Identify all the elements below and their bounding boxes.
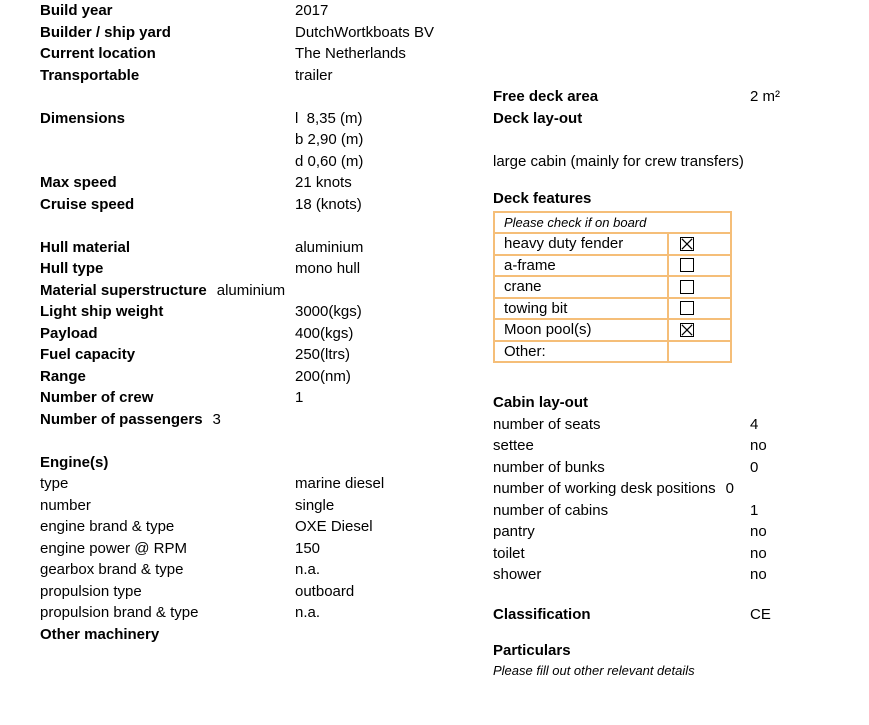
spec-label: Cruise speed [40,195,135,213]
cabin-label: number of working desk positions [493,480,716,497]
feature-check-cell [667,256,730,276]
free-deck-area-value: 2 m² [750,88,780,105]
table-header-label: Please check if on board [504,214,647,230]
spec-value: 250(ltrs) [295,346,351,363]
spec-value: n.a. [295,561,321,578]
feature-label: Other: [504,342,546,360]
spec-value: l 8,35 (m) [295,109,363,127]
cabin-label: settee [493,437,534,454]
section-heading-deck-layout: Deck lay-out [493,109,583,127]
spec-row [493,86,843,108]
spec-value: 400(kgs) [295,324,354,342]
feature-label: towing bit [504,299,568,317]
spec-label: Hull material [40,238,131,256]
spec-label: Transportable [40,66,140,84]
spec-label: gearbox brand & type [40,561,184,578]
spec-row [40,602,488,624]
spec-row [40,495,488,517]
free-deck-area-label: Free deck area [493,88,599,105]
cabin-value: 0 [750,458,759,476]
spec-row [40,65,488,87]
feature-row [495,254,730,276]
section-heading-cabin-layout: Cabin lay-out [493,394,589,411]
cabin-label: number of bunks [493,458,605,476]
spec-row [40,366,488,388]
feature-check-cell [667,234,730,254]
cabin-label: shower [493,566,542,583]
section-heading-particulars: Particulars [493,642,571,659]
spec-label: type [40,475,69,492]
cabin-row [493,478,843,500]
section-heading-deck-features: Deck features [493,190,592,207]
cabin-row [493,564,843,586]
spec-value: 3 [212,410,221,428]
spec-value: 200(nm) [295,367,351,385]
feature-check-cell [667,342,730,362]
cabin-row [493,457,843,479]
spec-row [40,172,488,194]
spec-label: Light ship weight [40,303,164,320]
spec-value: outboard [295,582,355,600]
cabin-value: no [750,523,767,540]
spec-row [40,473,488,495]
cabin-row [493,414,843,436]
spec-value: 3000(kgs) [295,303,362,320]
spec-row [40,516,488,538]
checkbox-icon[interactable] [680,237,694,251]
spec-row [40,323,488,345]
spec-row [40,258,488,280]
spec-row [40,559,488,581]
spec-row [40,344,488,366]
feature-row [495,275,730,297]
cabin-row [493,435,843,457]
feature-row [495,297,730,319]
classification-value: CE [750,605,771,623]
spec-value: 21 knots [295,174,352,191]
feature-label: heavy duty fender [504,235,624,252]
spec-label: engine brand & type [40,518,175,535]
cabin-row [493,521,843,543]
deck-layout-note: large cabin (mainly for crew transfers) [493,152,744,170]
spec-label: Payload [40,324,98,342]
spec-label: Hull type [40,260,104,277]
spec-value: The Netherlands [295,45,406,62]
spec-label: engine power @ RPM [40,539,187,557]
cabin-value: no [750,437,767,454]
spec-value: trailer [295,66,333,84]
cabin-label: pantry [493,523,535,540]
spec-label: Build year [40,2,113,19]
spec-row [40,129,488,151]
spec-label: Number of passengers [40,410,203,428]
spec-row [40,43,488,65]
spec-label: propulsion brand & type [40,604,199,621]
spec-label: Number of crew [40,389,154,406]
cabin-value: no [750,566,767,583]
classification-label: Classification [493,605,591,623]
spec-label: propulsion type [40,582,142,600]
spec-value: DutchWortkboats BV [295,23,434,41]
spec-label: Max speed [40,174,117,191]
checkbox-icon[interactable] [680,280,694,294]
spec-row [40,108,488,130]
spec-label: Fuel capacity [40,346,136,363]
spec-row [40,237,488,259]
feature-row [495,340,730,362]
spec-value: 150 [295,539,321,557]
section-heading-other-machinery: Other machinery [40,625,160,643]
feature-check-cell [667,320,730,340]
right-column [493,86,843,680]
spec-row [40,581,488,603]
spec-value: 2017 [295,2,329,19]
spec-row [40,151,488,173]
cabin-value: 1 [750,501,759,519]
cabin-label: number of cabins [493,501,609,519]
left-column [40,0,488,645]
spec-label: Builder / ship yard [40,23,171,41]
section-heading-engines: Engine(s) [40,453,109,471]
table-header-row [495,213,730,233]
feature-label: Moon pool(s) [504,321,592,338]
spec-row [40,624,488,646]
spec-row [40,409,488,431]
particulars-note: Please fill out other relevant details [493,662,695,678]
spec-row [40,22,488,44]
cabin-label: toilet [493,544,525,562]
spec-row [40,280,488,302]
checkbox-icon[interactable] [680,323,694,337]
spec-value: aluminium [216,281,286,299]
spec-row [40,387,488,409]
spec-row [40,194,488,216]
feature-row [495,318,730,340]
checkbox-icon[interactable] [680,301,694,315]
spec-row [40,0,488,22]
classification-row [493,604,843,626]
spec-row [40,301,488,323]
spec-label: number [40,496,91,514]
spec-row [40,538,488,560]
spec-value: 18 (knots) [295,195,362,213]
feature-check-cell [667,277,730,297]
cabin-row [493,500,843,522]
checkbox-icon[interactable] [680,258,694,272]
spec-value: d 0,60 (m) [295,152,364,170]
cabin-value: 0 [725,480,734,497]
feature-row [495,232,730,254]
feature-label: a-frame [504,256,556,274]
deck-features-table [493,211,732,364]
cabin-row [493,543,843,565]
spec-value: single [295,496,335,514]
spec-value: mono hull [295,260,361,277]
feature-check-cell [667,299,730,319]
spec-value: OXE Diesel [295,518,373,535]
spec-value: marine diesel [295,475,385,492]
cabin-value: no [750,544,767,562]
cabin-value: 4 [750,415,759,433]
spec-value: 1 [295,389,304,406]
feature-label: crane [504,278,542,295]
spec-label: Current location [40,45,156,62]
spec-value: aluminium [295,238,364,256]
spec-value: b 2,90 (m) [295,131,364,148]
spec-label: Range [40,367,86,385]
spec-value: n.a. [295,604,321,621]
spec-label: Material superstructure [40,281,207,299]
spec-label: Dimensions [40,109,126,127]
spec-row [40,452,488,474]
cabin-label: number of seats [493,415,601,433]
